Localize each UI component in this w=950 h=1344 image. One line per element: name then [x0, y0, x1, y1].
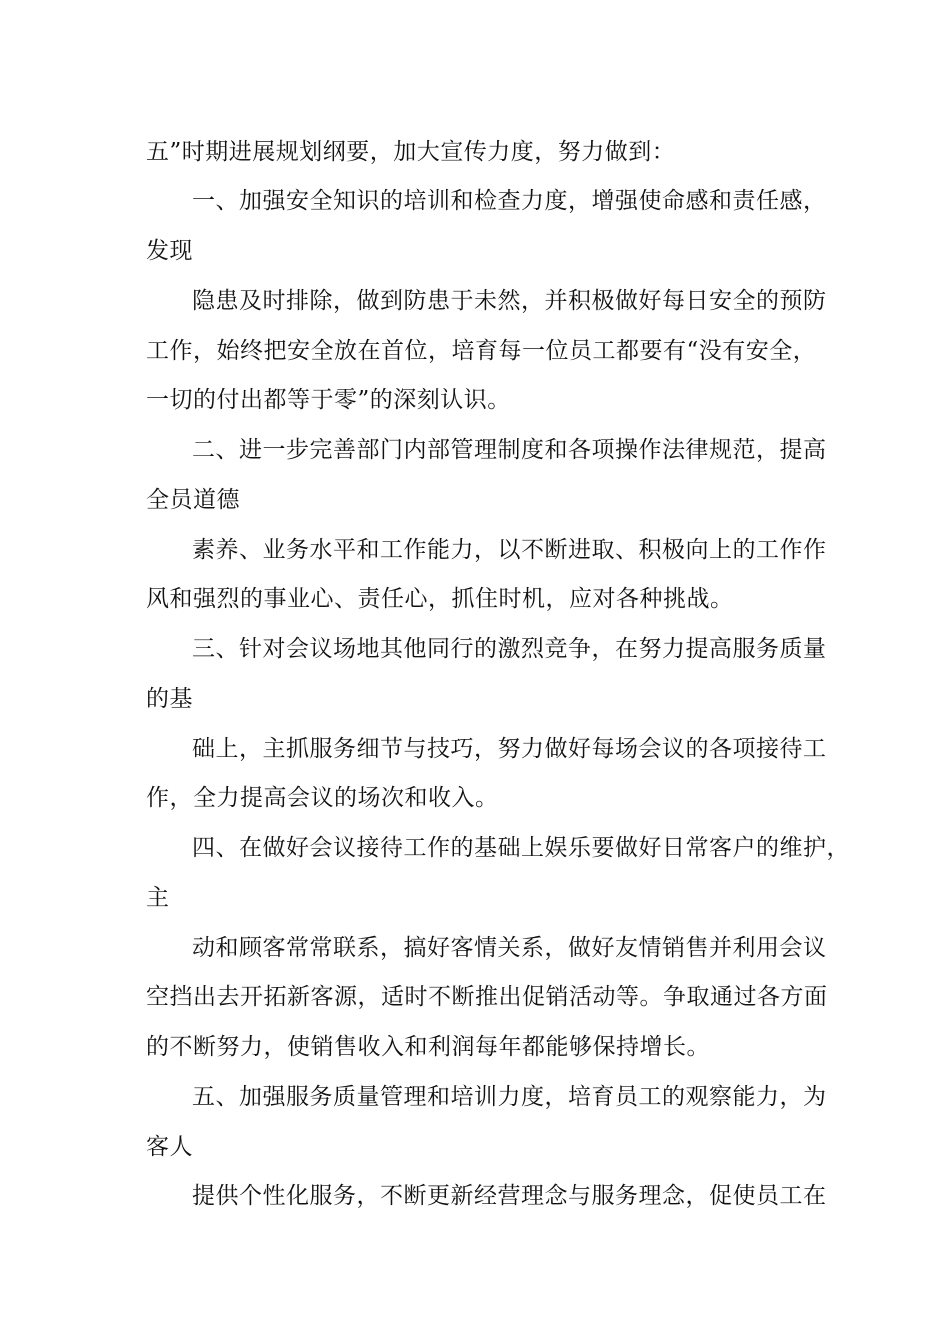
text-line: 动和顾客常常联系，搞好客情关系，做好友情销售并利用会议 — [192, 935, 827, 961]
text-line: 发现 — [146, 238, 193, 264]
text-line: 五、加强服务质量管理和培训力度，培育员工的观察能力，为 — [192, 1084, 827, 1110]
text-line: 五”时期进展规划纲要，加大宣传力度，努力做到： — [146, 139, 676, 165]
text-line: 风和强烈的事业心、责任心，抓住时机，应对各种挑战。 — [146, 586, 734, 612]
text-line: 一切的付出都等于零”的深刻认识。 — [146, 387, 511, 413]
text-line: 作，全力提高会议的场次和收入。 — [146, 785, 499, 811]
text-line: 主 — [146, 885, 170, 911]
text-line: 的不断努力，使销售收入和利润每年都能够保持增长。 — [146, 1034, 710, 1060]
text-line: 隐患及时排除，做到防患于未然，并积极做好每日安全的预防 — [192, 288, 827, 314]
text-line: 一、加强安全知识的培训和检查力度，增强使命感和责任感， — [192, 188, 827, 214]
text-line: 的基 — [146, 686, 193, 712]
text-line: 全员道德 — [146, 487, 240, 513]
text-line: 四、在做好会议接待工作的基础上娱乐要做好日常客户的维护， — [192, 835, 850, 861]
text-line: 工作，始终把安全放在首位，培育每一位员工都要有“没有安全， — [146, 338, 817, 364]
text-line: 素养、业务水平和工作能力，以不断进取、积极向上的工作作 — [192, 537, 827, 563]
text-line: 空挡出去开拓新客源，适时不断推出促销活动等。争取通过各方面 — [146, 984, 828, 1010]
text-line: 二、进一步完善部门内部管理制度和各项操作法律规范，提高 — [192, 437, 827, 463]
text-line: 础上，主抓服务细节与技巧，努力做好每场会议的各项接待工 — [192, 736, 827, 762]
text-line: 提供个性化服务，不断更新经营理念与服务理念，促使员工在 — [192, 1183, 827, 1209]
text-line: 三、针对会议场地其他同行的激烈竞争，在努力提高服务质量 — [192, 636, 827, 662]
text-line: 客人 — [146, 1134, 193, 1160]
